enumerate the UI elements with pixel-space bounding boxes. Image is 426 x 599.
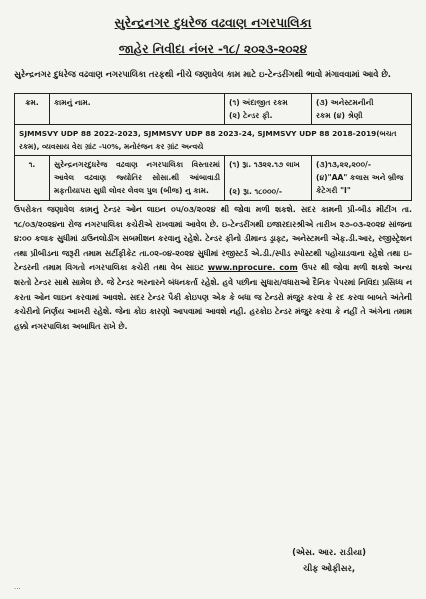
notice-number: જાહેર નિવીદા નંબર -૧૮/ ૨૦૨૩-૨૦૨૪ — [118, 42, 308, 56]
notice-body — [14, 203, 412, 334]
header-work: કામનું નામ. — [50, 94, 225, 125]
row-deposit-class — [312, 156, 412, 201]
header-class: રકમ (૪) શ્રેણી — [316, 111, 363, 120]
row-cost: (૧) રૂા. ૧૩૨૨.૧૭ લાખ — [229, 160, 300, 169]
municipality-title: સુરેન્દ્રનગર દુધરેજ વઢવાણ નગરપાલિકા — [114, 15, 312, 30]
table-row — [15, 156, 412, 201]
row-fee: (૨) રૂા. ૧૮૦૦૦/- — [229, 187, 283, 196]
intro-text: સુરેન્દ્રનગર દુધરેજ વઢવાણ નગરપાલિકા તરફથી નીચે જણાવેલ કામ માટે ઇ-ટેન્ડરીંગથી ભાવો મંગાવવામાં આવે છે. — [14, 69, 391, 79]
row-cost-fee — [225, 156, 312, 201]
tender-table — [14, 93, 412, 201]
row-deposit: (૩)૧૩,૨૨,૨૦૦/- — [316, 160, 371, 169]
header-deposit: (૩) અનેસ્ટમનીની — [316, 98, 374, 107]
table-header-row — [15, 94, 412, 125]
row-class: (૪)"AA" કલાસ અને બ્રીજ કેટેગરી "I" — [316, 173, 404, 195]
scheme-row — [15, 125, 412, 156]
row-sr: ૧. — [15, 156, 50, 201]
header-fee: (૨) ટેન્ડર ફી. — [229, 111, 273, 120]
scheme-text: SJMMSVY UDP 88 2022-2023, SJMMSVY UDP 88 2023-24, SJMMSVY UDP 88 2018-2019(બચત રકમ), વ્યવસાય વેરા ગ્રાંટ -૫૦%, મનોરંજન કર ગ્રાંટ અન્વયે — [15, 125, 412, 156]
header-cost: (૧) અંદાજીત રકમ — [229, 98, 288, 107]
header-cost-fee — [225, 94, 312, 125]
body-paragraph-2: ઉપર થી જોવા મળી શકશે અન્ય શરતો ટેન્ડર સાથે સામેલ છે. જે ટેન્ડર ભરનારને બંધનકર્તા રહેશે. હવે પછીના સુધારા/વધારાઓ દૈનિક પેપરમાં નિવિદા પ્રસિધ્ધ ન કરતા ઓન લાઇન કરવામાં આવશે. સદર ટેન્ડર પૈકી કોઇપણ એક કે બધા જ ટેન્ડરો મંજુર કરવા કે રદ કરવા બાબતે અંતેની કચેરીનો નિર્ણય આખરી રહેશે. જેના કોઇ કારણો આપવામાં આવશે નહી. હરકોઇ ટેન્ડર મંજુર કરવા કે નહીં તે અંગેના તમામ હક્કો નગરપાલિકા અબાધિત રાખે છે. — [14, 263, 412, 331]
signatory-name: (એસ. આર. રાડીયા) — [292, 548, 366, 558]
header-deposit-class — [312, 94, 412, 125]
row-work: સુરેન્દ્રનગરદુધરેજ વઢવાણ નગરપાલિકા વિસ્તારમાં આવેલ વઢવાણ જ્યોતિર સોસા.થી આંબાવાડી મફતીયાપરા સુધી લોવર લેવલ પુલ (બીજ) નુ કામ. — [50, 156, 225, 201]
signature-block — [292, 545, 366, 577]
signatory-designation: ચીફ ઓફીસર, — [303, 564, 356, 574]
nprocure-link[interactable]: www.nprocure. com — [207, 263, 298, 273]
footer-text: ... — [14, 583, 21, 591]
header-sr: ક્રમ. — [15, 94, 50, 125]
body-paragraph-1: ઉપરોકત જણાવેલ કામનું ટેન્ડર ઓન લાઇન ૦૫/૦૩/૨૦૨૪ થી જોવા મળી શકશે. સદર કામની પ્રી-બીડ મીટીંગ તા. ૧૮/૦૩/૨૦૨૪ના રોજ નગરપાલિકા કચેરીએ રાખવામાં આવેલ છે. ઇ-ટેન્ડરીંગથી ઇજારદારશ્રીએ તારીખ ૨૭-૦૩-૨૦૨૪ સાંજના ૪:૦૦ કલાક સુધીમાં ડાઉનલોડીંગ સબમીશન કરવાનુ રહેશે. ટેન્ડર ફીનો ડીમાન્ડ ડ્રાફ્ટ, અનેસ્ટમની એફ.ડી.આર, રજીસ્ટ્રેશન તથા પ્રીબીડના જરૂરી તમામ સર્ટીફીકેટ તા.૦૨-૦૪-૨૦૨૪ સુધીમાં રજીસ્ટર્ડ એ.ડી./સ્પીડ સ્પોસ્ટથી પહોચાડવાના રહેશે તથા ઇ-ટેન્ડરની તમામ વિગતો નગરપાલિકા કચેરી તથા વેબ સાઇટ — [14, 205, 412, 273]
